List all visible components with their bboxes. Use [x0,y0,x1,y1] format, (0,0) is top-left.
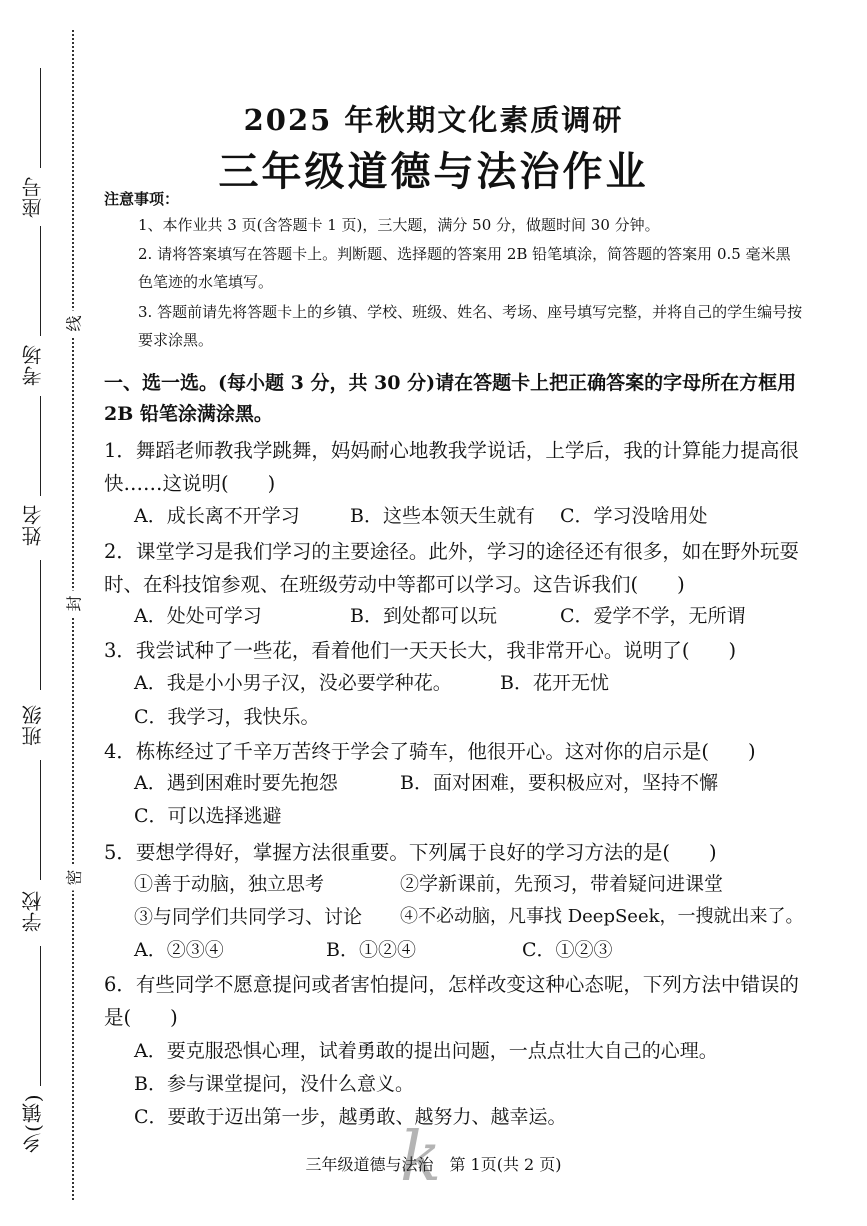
question-4-option-b: B．面对困难，要积极应对，坚持不懈 [400,772,718,794]
exam-title-line2: 三年级道德与法治作业 [218,148,649,195]
question-2-option-c: C．爱学不学，无所谓 [560,605,746,627]
notice-item-3: 3. 答题前请先将答题卡上的乡镇、学校、班级、姓名、考场、座号填写完整，并将自己的学生编号按要求涂黑。 [138,303,803,349]
seal-mark-line: 线 [62,311,85,337]
question-1-option-b: B．这些本领天生就有 [350,505,535,527]
question-5-option-b: B．①②④ [326,939,416,961]
section-heading: 一、选一选。(每小题 3 分，共 30 分)请在答题卡上把正确答案的字母所在方框用 2B 铅笔涂满涂黑。 [104,372,797,425]
question-6-option-c: C．要敢于迈出第一步，越勇敢、越努力、越幸运。 [134,1106,567,1128]
township-label: 乡(镇) [21,1093,45,1153]
exam-room-label: 考场 [21,344,45,386]
question-5-statement-1: ①善于动脑，独立思考 [134,873,325,895]
notice-item-2: 2. 请将答案填写在答题卡上。判断题、选择题的答案用 2B 铅笔填涂，简答题的答案用 0.5 毫米黑色笔迹的水笔填写。 [138,245,791,291]
seal-mark-seal: 封 [62,591,85,617]
question-3-stem: 3．我尝试种了一些花，看着他们一天天长大，我非常开心。说明了( ) [104,639,737,662]
question-5-statement-2: ②学新课前，先预习，带着疑问进课堂 [400,873,724,895]
question-5-option-c: C．①②③ [522,939,613,961]
question-3-option-b: B．花开无忧 [500,672,609,694]
question-5-stem: 5．要想学得好，掌握方法很重要。下列属于良好的学习方法的是( ) [104,841,717,864]
question-1-stem: 1．舞蹈老师教我学跳舞，妈妈耐心地教我学说话，上学后，我的计算能力提高很快……这说明( ) [104,439,799,495]
page-footer: 三年级道德与法治 第 1页(共 2 页) [305,1155,562,1174]
watermark-logo: k [400,1118,442,1197]
class-label: 班级 [21,704,45,746]
question-1-option-c: C．学习没啥用处 [560,505,708,527]
question-5-option-a: A．②③④ [134,939,224,961]
question-2-option-b: B．到处都可以玩 [350,605,497,627]
question-4-option-a: A．遇到困难时要先抱怨 [134,772,338,794]
school-label: 学校 [21,890,45,932]
notice-item-1: 1、本作业共 3 页(含答题卡 1 页)，三大题，满分 50 分，做题时间 30 分钟。 [138,216,660,234]
question-4-option-c: C．可以选择逃避 [134,805,282,827]
question-6-option-a: A．要克服恐惧心理，试着勇敢的提出问题，一点点壮大自己的心理。 [134,1040,718,1062]
question-3-option-c: C．我学习，我快乐。 [134,706,320,728]
fill-line [40,226,41,336]
fill-line [40,946,41,1086]
question-5-statement-4: ④不必动脑，凡事找 DeepSeek，一搜就出来了。 [400,906,804,927]
question-6-stem: 6．有些同学不愿意提问或者害怕提问，怎样改变这种心态呢，下列方法中错误的是( ) [104,973,799,1029]
fill-line [40,560,41,690]
question-5-statement-3: ③与同学们共同学习、讨论 [134,906,363,928]
fill-line [40,760,41,880]
seal-mark-secret: 密 [62,865,85,891]
question-1-option-a: A．成长离不开学习 [134,505,300,527]
name-label: 姓名 [21,504,45,546]
question-2-option-a: A．处处可学习 [134,605,262,627]
seat-number-label: 座号 [21,176,45,218]
notice-heading: 注意事项： [104,190,180,208]
question-6-option-b: B．参与课堂提问，没什么意义。 [134,1073,414,1095]
fill-line [40,396,41,496]
question-4-stem: 4．栋栋经过了千辛万苦终于学会了骑车，他很开心。这对你的启示是( ) [104,740,756,763]
question-3-option-a: A．我是小小男子汉，没必要学种花。 [134,672,452,694]
question-2-stem: 2．课堂学习是我们学习的主要途径。此外，学习的途径还有很多，如在野外玩耍时、在科技馆参观、在班级劳动中等都可以学习。这告诉我们( ) [104,540,799,596]
exam-title-line1: 2025 年秋期文化素质调研 [243,103,624,137]
